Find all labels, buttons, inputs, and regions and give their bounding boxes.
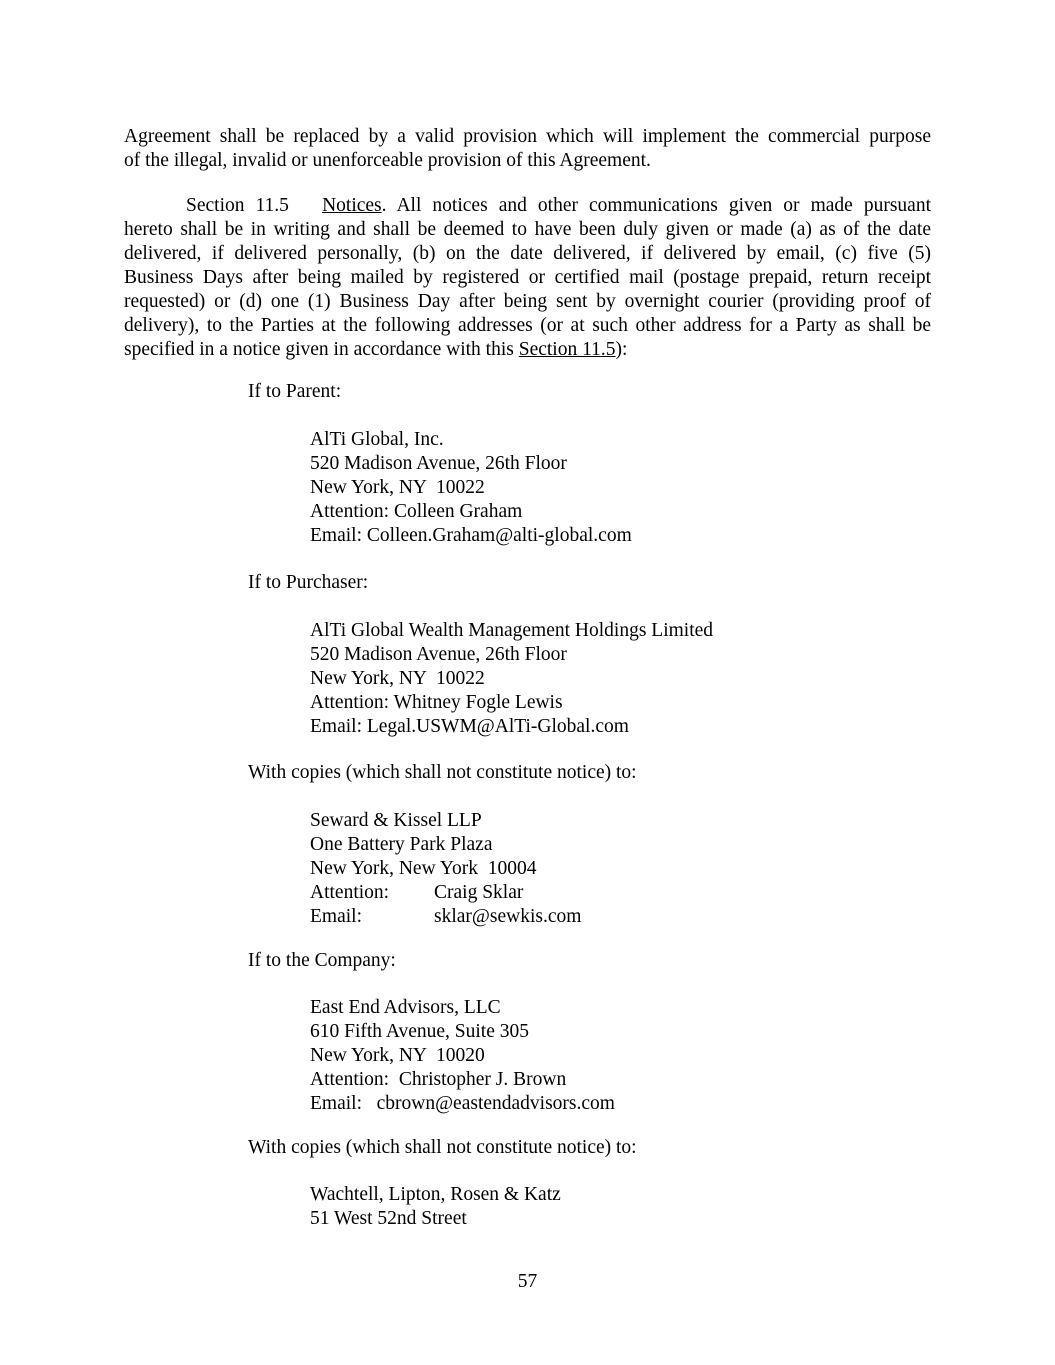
continuation-paragraph (124, 125, 931, 173)
section-line: delivery), to the Parties at the following addresses (or at such other address for a Party as shall be (124, 315, 931, 336)
address-line: Seward & Kissel LLP (310, 810, 482, 831)
section-last-line: specified in a notice given in accordance with this Section 11.5): (124, 339, 628, 360)
address-attention: Attention: Craig Sklar (310, 882, 524, 903)
section-line: hereto shall be in writing and shall be deemed to have been duly given or made (a) as of the date (124, 219, 931, 240)
section-line: requested) or (d) one (1) Business Day after being sent by overnight courier (providing proof of (124, 291, 931, 312)
address-email: Email: Colleen.Graham@alti-global.com (310, 525, 632, 546)
address-line: New York, NY 10022 (310, 477, 485, 498)
address-line: Wachtell, Lipton, Rosen & Katz (310, 1184, 561, 1205)
address-line: New York, New York 10004 (310, 858, 537, 879)
address-line: East End Advisors, LLC (310, 997, 501, 1018)
page-number: 57 (517, 1271, 538, 1292)
parent-label: If to Parent: (248, 381, 342, 402)
address-line: AlTi Global, Inc. (310, 429, 444, 450)
address-line: New York, NY 10020 (310, 1045, 485, 1066)
address-email: Email: cbrown@eastendadvisors.com (310, 1093, 615, 1114)
address-attention: Attention: Whitney Fogle Lewis (310, 692, 563, 713)
paragraph-line: of the illegal, invalid or unenforceable provision of this Agreement. (124, 150, 651, 171)
address-line: 520 Madison Avenue, 26th Floor (310, 453, 567, 474)
address-email: Email: Legal.USWM@AlTi-Global.com (310, 716, 629, 737)
section-line: delivered, if delivered personally, (b) on the date delivered, if delivered by email, (c) five (5) (124, 243, 931, 264)
address-email: Email: sklar@sewkis.com (310, 906, 582, 927)
company-label: If to the Company: (248, 950, 396, 971)
paragraph-line: Agreement shall be replaced by a valid provision which will implement the commercial purpose (124, 126, 931, 147)
company-address-block (310, 996, 615, 1116)
address-line: 610 Fifth Avenue, Suite 305 (310, 1021, 530, 1042)
address-line: New York, NY 10022 (310, 668, 485, 689)
section-line: Business Days after being mailed by registered or certified mail (postage prepaid, return receipt (124, 267, 931, 288)
address-attention: Attention: Christopher J. Brown (310, 1069, 567, 1090)
purchaser-address-block (310, 619, 713, 739)
section-11-5-paragraph (124, 194, 931, 362)
address-line: 51 West 52nd Street (310, 1208, 467, 1229)
copies-label: With copies (which shall not constitute notice) to: (248, 1137, 637, 1158)
section-number: Section 11.5 (186, 195, 289, 216)
address-line: One Battery Park Plaza (310, 834, 493, 855)
address-line: AlTi Global Wealth Management Holdings Limited (310, 620, 714, 641)
section-cross-reference: Section 11.5 (518, 339, 616, 360)
seward-kissel-address-block (310, 809, 581, 929)
copies-label: With copies (which shall not constitute notice) to: (248, 762, 637, 783)
section-first-line (124, 194, 931, 218)
section-lead: . All notices and other communications given or made pursuant (381, 195, 932, 216)
purchaser-label: If to Purchaser: (248, 572, 369, 593)
address-attention: Attention: Colleen Graham (310, 501, 523, 522)
parent-address-block (310, 428, 632, 548)
wachtell-address-block (310, 1183, 561, 1231)
section-title: Notices (322, 195, 382, 216)
address-line: 520 Madison Avenue, 26th Floor (310, 644, 567, 665)
